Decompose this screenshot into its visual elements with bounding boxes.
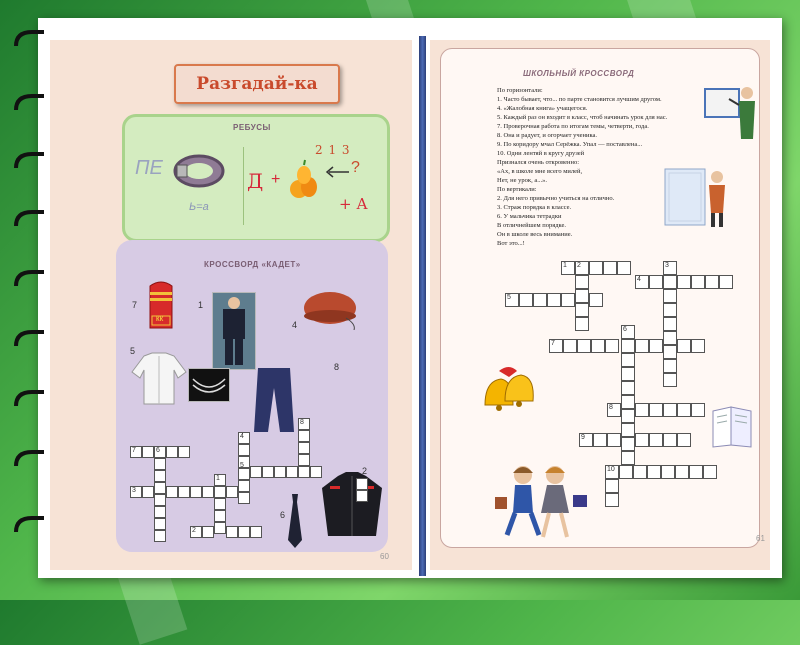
clue-line: 1. Часто бывает, что... по парте становится лучшим другом. [497,96,662,103]
pupils-running-icon [483,461,595,547]
crossword-cadet-panel [116,240,388,552]
grid-number: 7 [551,340,555,347]
rebus-divider [243,147,244,225]
book-spine [419,36,426,576]
clue-line: По вертикали: [497,186,537,193]
beret-icon [302,284,362,330]
school-crossword-title: ШКОЛЬНЫЙ КРОССВОРД [523,69,635,78]
student-with-notebook-icon [663,165,735,231]
rebus-panel [122,114,390,242]
school-crossword-panel [440,48,760,548]
grid-number: 9 [581,434,585,441]
clue-line: По горизонтали: [497,87,543,94]
clue-line: 8. Она и радует, и огорчает ученика. [497,132,598,139]
binder-ring [12,450,46,468]
clue-number: 6 [280,510,286,520]
clue-line: Вот это...! [497,240,525,247]
clue-number: 8 [334,362,340,372]
grid-number: 4 [240,433,244,440]
grid-number: 3 [132,487,136,494]
clue-line: 7. Проверочная работа по итогам темы, четверти, года. [497,123,649,130]
clue-line: Нет, не урок, а...». [497,177,547,184]
grid-number: 1 [563,262,567,269]
rebus-2-letter-d: Д [247,169,264,193]
teacher-at-board-icon [703,79,757,145]
clue-line: В отличнейшем порядке. [497,222,567,229]
bell-pepper-icon [285,159,325,203]
cadet-photo [212,292,256,370]
badge-text: КК [156,317,164,323]
binder-ring [12,152,46,170]
clue-line: 2. Для него привычно учиться на отлично. [497,195,615,202]
uniform-jacket-icon [320,472,384,538]
clue-number: 7 [132,300,138,310]
binder-ring [12,270,46,288]
rebus-1-hint: Ь=а [189,201,209,213]
page-title: Разгадай-ка [174,64,340,104]
arrow-icon [323,165,351,179]
clue-line: 10. Одни лентяй в кругу друзей [497,150,585,157]
binder-ring [12,94,46,112]
rebus-2-plus: + [271,171,281,188]
grid-number: 5 [240,462,244,469]
school-bells-icon [477,361,539,417]
clue-line: 9. По коридору мчал Серёжка. Упал — поставлена... [497,141,643,148]
rebus-2-order: 2 1 3 [315,143,351,157]
clue-line: 4. «Жалобная книга» учащегося. [497,105,588,112]
clue-number: 2 [362,466,368,476]
binder-ring [12,330,46,348]
aiguillette-photo [188,368,230,402]
clue-line: 6. У мальчика тетрадки [497,213,562,220]
white-shirt-icon [130,352,188,406]
binder-ring [12,30,46,48]
grid-number: 2 [577,262,581,269]
grid-number: 7 [132,447,136,454]
grid-number: 10 [607,466,615,473]
rebus-heading: РЕБУСЫ [233,123,271,132]
tie-icon [286,492,304,548]
grid-number: 8 [300,419,304,426]
grid-number: 6 [156,447,160,454]
trousers-icon [252,366,296,434]
left-page [50,40,412,570]
clue-number: 4 [292,320,298,330]
page-number: 60 [380,552,389,561]
grid-number: 6 [623,326,627,333]
grid-number: 4 [637,276,641,283]
grid-number: 3 [665,262,669,269]
grid-number: 8 [609,404,613,411]
clue-line: «Ах, в школе мне всего милей, [497,168,583,175]
rebus-2-question: ? [351,159,360,176]
clue-line: 5. Каждый раз он входит в класс, чтоб начинать урок для нас. [497,114,668,121]
clue-number: 1 [198,300,204,310]
rebus-2-plus-a: + А [339,195,368,213]
clue-line: Он в школе весь внимание. [497,231,573,238]
page-number: 61 [756,534,765,543]
grid-number: 1 [216,475,220,482]
binder-ring [12,516,46,534]
rebus-1-letters: ПЕ [135,157,163,179]
binder-ring [12,210,46,228]
belt-icon [171,149,227,193]
clue-line: 3. Страж порядка в классе. [497,204,572,211]
open-book-icon [711,403,753,449]
binder-ring [12,390,46,408]
grid-number: 2 [192,527,196,534]
clue-number: 5 [130,346,136,356]
grid-number: 5 [507,294,511,301]
crossword-cadet-heading: КРОССВОРД «КАДЕТ» [204,260,301,269]
clue-line: Признался очень откровенно: [497,159,580,166]
